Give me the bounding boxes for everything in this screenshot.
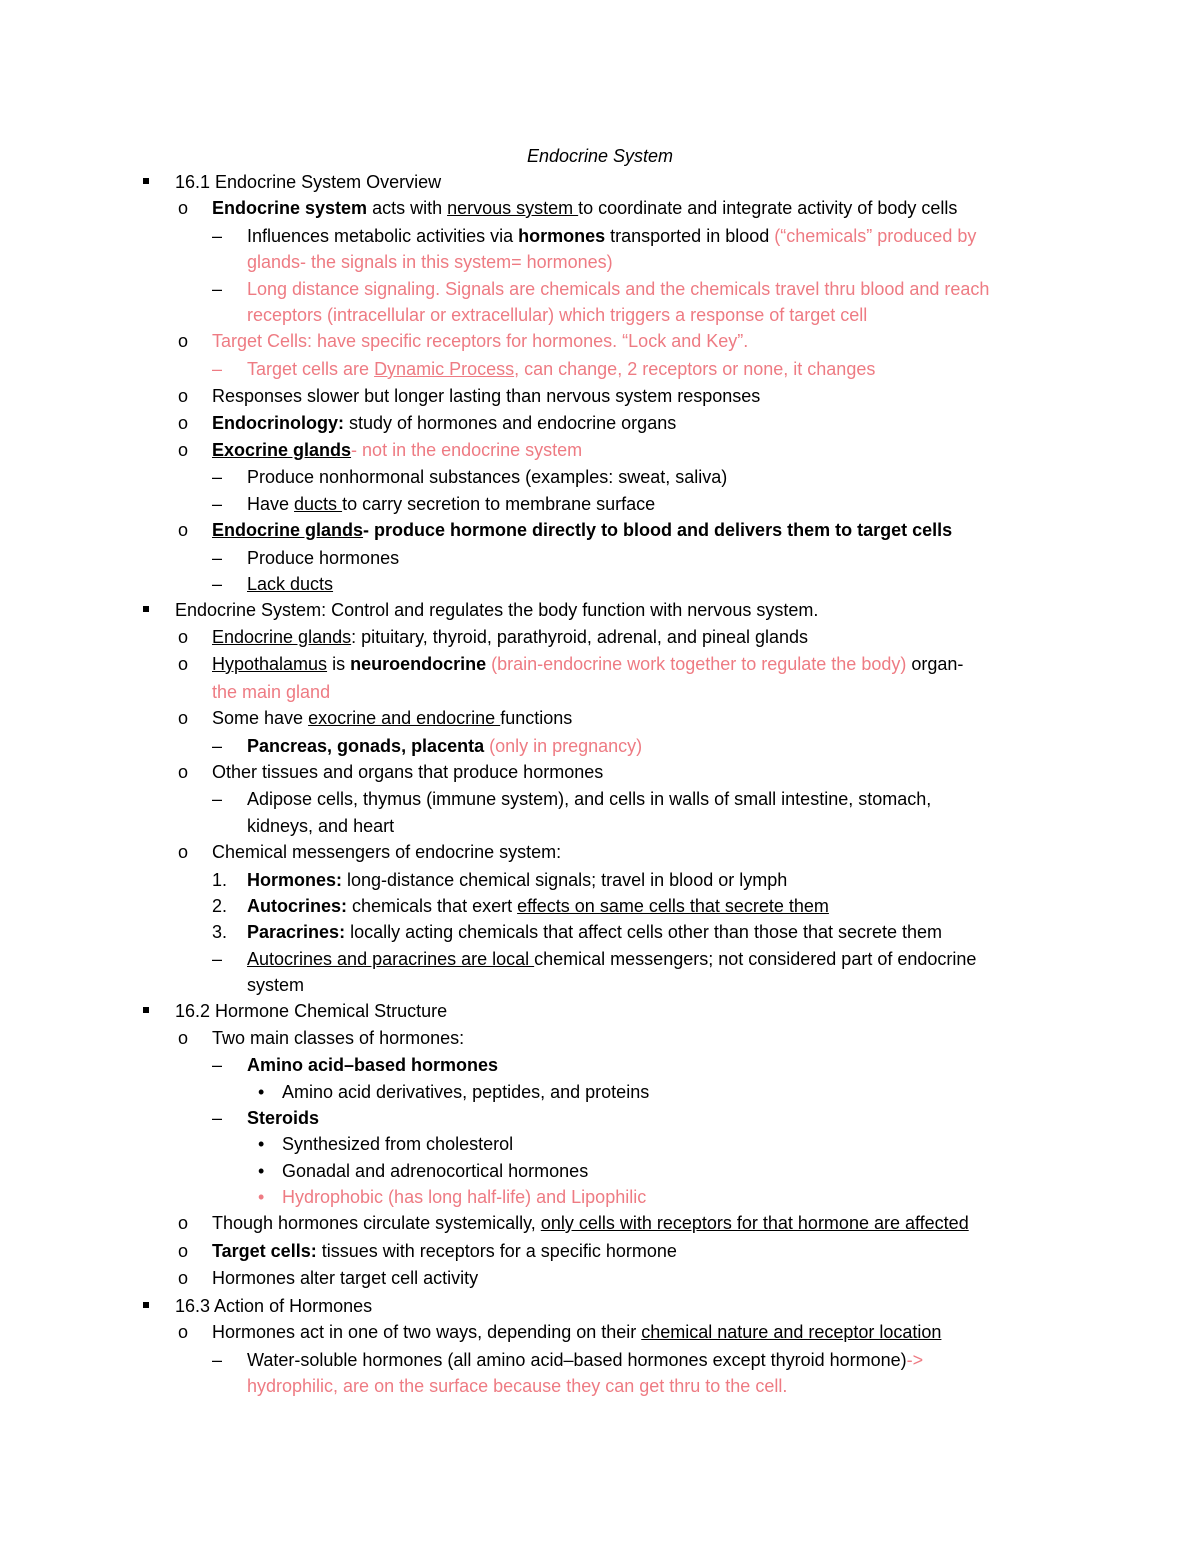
- list-number: 3.: [212, 922, 228, 942]
- dash-bullet: –: [212, 279, 223, 299]
- list-item: Hormones alter target cell activity: [212, 1268, 479, 1288]
- circle-bullet: o: [178, 198, 189, 218]
- dash-bullet: –: [212, 789, 223, 809]
- dash-bullet: –: [212, 1350, 223, 1370]
- list-item-continuation: kidneys, and heart: [247, 816, 395, 836]
- list-item: Though hormones circulate systemically, only cells with receptors for that hormone are affected: [212, 1213, 969, 1233]
- square-bullet: [143, 597, 149, 623]
- dash-bullet: –: [212, 494, 223, 514]
- list-item: Steroids: [247, 1108, 320, 1128]
- dash-bullet: –: [212, 226, 223, 246]
- section-heading-16-3: 16.3 Action of Hormones: [175, 1296, 373, 1316]
- circle-bullet: o: [178, 1322, 189, 1342]
- circle-bullet: o: [178, 386, 189, 406]
- square-bullet: [143, 1293, 149, 1319]
- circle-bullet: o: [178, 708, 189, 728]
- circle-bullet: o: [178, 1028, 189, 1048]
- dash-bullet: –: [212, 736, 223, 756]
- square-bullet: [143, 998, 149, 1024]
- list-item: Produce nonhormonal substances (examples: sweat, saliva): [247, 467, 728, 487]
- numbered-item: Hormones: long-distance chemical signals; travel in blood or lymph: [247, 870, 788, 890]
- circle-bullet: o: [178, 413, 189, 433]
- circle-bullet: o: [178, 440, 189, 460]
- circle-bullet: o: [178, 331, 189, 351]
- list-item-continuation: glands- the signals in this system= hormones): [247, 252, 613, 272]
- list-item: Gonadal and adrenocortical hormones: [282, 1161, 589, 1181]
- list-item: Other tissues and organs that produce hormones: [212, 762, 604, 782]
- circle-bullet: o: [178, 520, 189, 540]
- section-heading-16-1: 16.1 Endocrine System Overview: [175, 172, 442, 192]
- list-item: Amino acid–based hormones: [247, 1055, 499, 1075]
- list-item: Endocrinology: study of hormones and endocrine organs: [212, 413, 677, 433]
- dash-bullet: –: [212, 548, 223, 568]
- list-item: Chemical messengers of endocrine system:: [212, 842, 562, 862]
- list-item: Hydrophobic (has long half-life) and Lipophilic: [282, 1187, 647, 1207]
- list-item: Long distance signaling. Signals are chemicals and the chemicals travel thru blood and reach: [247, 279, 990, 299]
- circle-bullet: o: [178, 1268, 189, 1288]
- dash-bullet: –: [212, 467, 223, 487]
- list-item-continuation: hydrophilic, are on the surface because they can get thru to the cell.: [247, 1376, 788, 1396]
- list-item-continuation: system: [247, 975, 305, 995]
- list-item: Responses slower but longer lasting than nervous system responses: [212, 386, 761, 406]
- list-item: Endocrine glands- produce hormone directly to blood and delivers them to target cells: [212, 520, 953, 540]
- dash-bullet: –: [212, 1108, 223, 1128]
- circle-bullet: o: [178, 842, 189, 862]
- list-item-continuation: the main gland: [212, 682, 331, 702]
- list-item: Two main classes of hormones:: [212, 1028, 465, 1048]
- document-title: Endocrine System: [526, 146, 674, 166]
- dash-bullet: –: [212, 574, 223, 594]
- dot-bullet: •: [258, 1082, 265, 1102]
- list-item: Target Cells: have specific receptors for hormones. “Lock and Key”.: [212, 331, 749, 351]
- dash-bullet: –: [212, 359, 223, 379]
- list-item: Water-soluble hormones (all amino acid–based hormones except thyroid hormone)->: [247, 1350, 924, 1370]
- list-item: Produce hormones: [247, 548, 400, 568]
- list-item: Target cells: tissues with receptors for a specific hormone: [212, 1241, 677, 1261]
- dash-bullet: –: [212, 949, 223, 969]
- square-bullet: [143, 169, 149, 195]
- list-item: Endocrine system acts with nervous system to coordinate and integrate activity of body cells: [212, 198, 958, 218]
- list-item: Synthesized from cholesterol: [282, 1134, 514, 1154]
- circle-bullet: o: [178, 627, 189, 647]
- section-heading-control: Endocrine System: Control and regulates the body function with nervous system.: [175, 600, 819, 620]
- section-heading-16-2: 16.2 Hormone Chemical Structure: [175, 1001, 448, 1021]
- list-item: Amino acid derivatives, peptides, and proteins: [282, 1082, 650, 1102]
- list-item: Autocrines and paracrines are local chemical messengers; not considered part of endocrine: [247, 949, 977, 969]
- numbered-item: Autocrines: chemicals that exert effects on same cells that secrete them: [247, 896, 829, 916]
- dash-bullet: –: [212, 1055, 223, 1075]
- list-number: 2.: [212, 896, 228, 916]
- list-item: Pancreas, gonads, placenta (only in pregnancy): [247, 736, 643, 756]
- list-item: Lack ducts: [247, 574, 334, 594]
- circle-bullet: o: [178, 654, 189, 674]
- dot-bullet: •: [258, 1134, 265, 1154]
- list-item: Influences metabolic activities via hormones transported in blood (“chemicals” produced by: [247, 226, 977, 246]
- numbered-item: Paracrines: locally acting chemicals that affect cells other than those that secrete them: [247, 922, 943, 942]
- list-item: Endocrine glands: pituitary, thyroid, parathyroid, adrenal, and pineal glands: [212, 627, 809, 647]
- list-item: Some have exocrine and endocrine functions: [212, 708, 573, 728]
- list-item: Exocrine glands- not in the endocrine system: [212, 440, 583, 460]
- dot-bullet: •: [258, 1187, 265, 1207]
- list-item: Adipose cells, thymus (immune system), and cells in walls of small intestine, stomach,: [247, 789, 932, 809]
- list-item-continuation: receptors (intracellular or extracellular) which triggers a response of target cell: [247, 305, 868, 325]
- circle-bullet: o: [178, 762, 189, 782]
- list-item: Hormones act in one of two ways, depending on their chemical nature and receptor location: [212, 1322, 942, 1342]
- circle-bullet: o: [178, 1213, 189, 1233]
- list-item: Have ducts to carry secretion to membrane surface: [247, 494, 656, 514]
- list-number: 1.: [212, 870, 228, 890]
- list-item: Target cells are Dynamic Process, can change, 2 receptors or none, it changes: [247, 359, 876, 379]
- dot-bullet: •: [258, 1161, 265, 1181]
- list-item: Hypothalamus is neuroendocrine (brain-endocrine work together to regulate the body) organ-: [212, 654, 964, 674]
- circle-bullet: o: [178, 1241, 189, 1261]
